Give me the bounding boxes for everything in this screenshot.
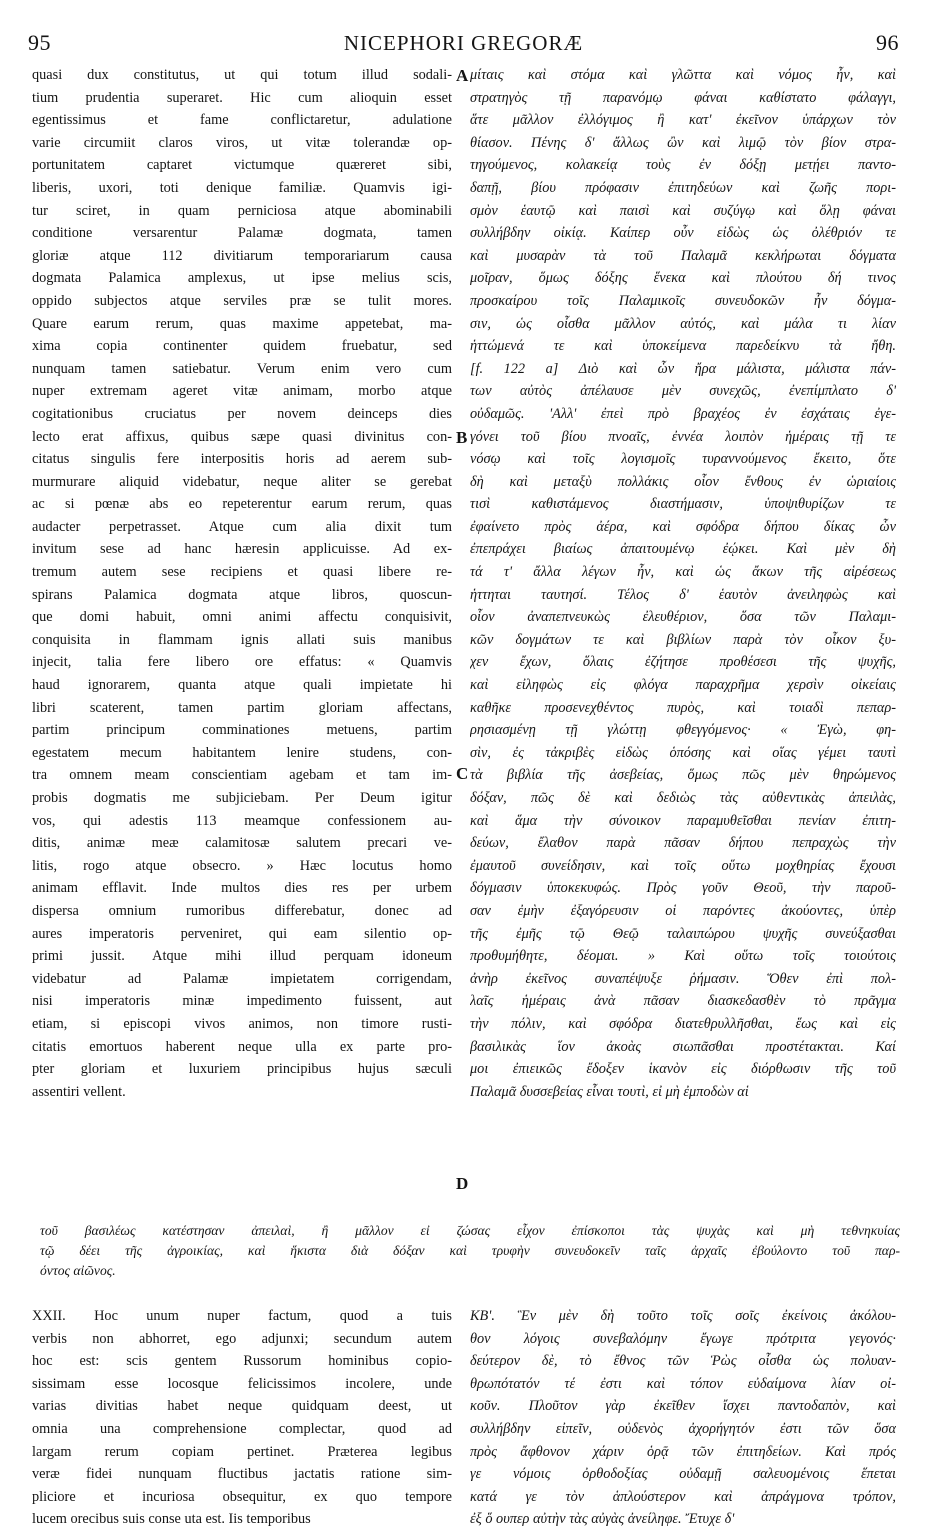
latin-text-line: sissimam esse locosque felicissimos incolere, unde bbox=[32, 1375, 452, 1392]
latin-text-line: egestatem mecum habitantem lenire studens, con- bbox=[32, 744, 452, 761]
latin-text-line: injecit, talia fere libero ore effatus: « Quamvis bbox=[32, 654, 452, 671]
latin-text-line: hoc est: scis gentem Russorum hominibus copio- bbox=[32, 1353, 452, 1370]
latin-text-line: nunquam tamen satiebatur. Verum enim vero cum bbox=[32, 360, 452, 377]
greek-text-line: σαν ἐμὴν ἐξαγόρευσιν οἱ παρόντες ἀκούοντες, ὑπὲρ bbox=[470, 902, 896, 919]
greek-text-line: ἅτε μᾶλλον ἐλλόγιμος ἢ κατ' ἐκεῖνον ὑπάρχων τὸν bbox=[470, 112, 896, 129]
latin-text-line: lucem orecibus suis conse uta est. Iis temporibus bbox=[32, 1511, 311, 1528]
greek-text-line: καὶ εἰληφὼς εἰς φλόγα παραχρῆμα χερσὶν οἰκείαις bbox=[470, 677, 896, 694]
margin-marker-d: D bbox=[456, 1174, 469, 1193]
greek-text-line: οὐδαμῶς. 'Αλλ' ἐπεὶ πρὸ βραχέος ἐν ἐσχάταις ἐγε- bbox=[470, 405, 896, 422]
greek-text-line: τά τ' ἄλλα λέγων ἦν, καὶ ὡς ἄκων τῆς αἱρέσεως bbox=[470, 564, 896, 581]
latin-text-line: XXII. Hoc unum nuper factum, quod a tuis bbox=[32, 1308, 452, 1324]
latin-text-line: nisi imperatoris minæ impedimento fuissent, aut bbox=[32, 993, 452, 1010]
greek-text-line: θον λόγοις συνεβαλόμην ἔγωγε πρότριτα γεγονός· bbox=[470, 1330, 896, 1347]
latin-text-line: probis dogmatis me subjiciebam. Per Deum igitur bbox=[32, 790, 452, 806]
greek-text-line: τηγούμενος, κολακείᾳ τοὺς ἐν δόξῃ μετῄει παντο- bbox=[470, 157, 896, 174]
greek-text-line: οἷον ἀναπεπνευκὼς ἐλευθέριον, ὅσα τῶν Παλαμι- bbox=[470, 609, 896, 626]
margin-marker-c: C bbox=[456, 764, 469, 783]
latin-text-line: libri scaterent, tamen partim gloriam affectans, bbox=[32, 699, 452, 716]
latin-text-line: tra omnem meam conscientiam agebam et tam im- bbox=[32, 767, 452, 784]
latin-text-line: vos, qui adestis 113 meamque confessionem au- bbox=[32, 812, 452, 829]
greek-text-line: ἐμαυτοῦ συνείδησιν, καὶ τοῖς οὕτω μοχθηρίας ἔχουσι bbox=[470, 857, 896, 874]
latin-column-bottom bbox=[32, 1305, 452, 1531]
greek-text-line: των αὐτὸς ἀπέλαυσε μὲν συνεχῶς, ἐνεπίμπλατο δ' bbox=[470, 383, 896, 400]
greek-text-line: κατά γε τὸν ἁπλούστερον καὶ ἀπράγμονα τρόπον, bbox=[470, 1488, 896, 1505]
greek-text-line: ἐφαίνετο πρὸς ἀέρα, καὶ σφόδρα δήπου δίκας ὧν bbox=[470, 518, 896, 535]
latin-text-line: conquisita in flammam ignis allati suis manibus bbox=[32, 631, 452, 648]
greek-text-line: ἐπεπράχει βιαίως ἀπαιτουμένῳ ἐῴκει. Καὶ μὲν δὴ bbox=[470, 541, 896, 558]
latin-text-line: largam rerum copiam pertinet. Præterea legibus bbox=[32, 1443, 452, 1460]
greek-text-line: ἀνὴρ ἐκεῖνος συναπέψυξε ῥήμασιν. Ὅθεν ἐπὶ πολ- bbox=[470, 970, 896, 987]
greek-text-line: νόσῳ καὶ τοῖς λογισμοῖς τυραννούμενος ἔκειτο, ὅτε bbox=[470, 451, 896, 468]
page-header bbox=[28, 28, 899, 58]
latin-text-line: xima copia continenter quidem fruebatur, sed bbox=[32, 338, 452, 355]
greek-column-bottom bbox=[470, 1305, 896, 1531]
latin-text-line: litis, rogo atque obsecro. » Hæc locutus homo bbox=[32, 857, 452, 874]
greek-text-line: ΚΒ'. Ἓν μὲν δὴ τοῦτο τοῖς σοῖς ἐκείνοις ἀκόλου- bbox=[470, 1308, 896, 1324]
latin-text-line: pter gloriam et luxuriem principibus hujus sæculi bbox=[32, 1061, 452, 1078]
latin-column-top bbox=[32, 64, 452, 1103]
greek-text-line: μίταις καὶ στόμα καὶ γλῶττα καὶ νόμος ἦν, καὶ bbox=[470, 67, 896, 83]
greek-text-line: στρατηγὸς τῇ παρανόμῳ φάναι καθίστατο φάλαγγι, bbox=[470, 89, 896, 106]
left-page-number: 95 bbox=[28, 30, 51, 55]
greek-text-line: ρησιασμένῃ τῇ γλώττῃ φθεγγόμενος· « Ἐγὼ, φη- bbox=[470, 722, 896, 739]
greek-text-line: θρωπότατόν τέ ἐστι καὶ τόπον εὐδαίμονα λίαν οἰ- bbox=[470, 1375, 896, 1392]
latin-text-line: ac si pœnæ abs eo repeterentur earum rerum, quas bbox=[32, 496, 452, 513]
latin-text-line: dogmata Palamica amplexus, ut ipse melius scis, bbox=[32, 270, 452, 287]
latin-text-line: partim principum comminationes metuens, partim bbox=[32, 722, 452, 739]
greek-text-line: μοῖραν, ὅμως δόξης ἕνεκα καὶ πλούτου δή τινος bbox=[470, 270, 896, 287]
running-title: NICEPHORI GREGORÆ bbox=[343, 30, 584, 55]
greek-text-line: ἡττηται ταυτησί. Τέλος δ' ἑαυτὸν ἀνειληφὼς καὶ bbox=[470, 586, 896, 603]
greek-text-line: Παλαμᾶ δυσσεβείας εἶναι τουτὶ, εἰ μὴ ἐμποδὼν αἱ bbox=[470, 1083, 749, 1100]
greek-text-line: όντος αἰῶνος. bbox=[40, 1263, 116, 1278]
margin-marker-a: A bbox=[456, 66, 469, 85]
latin-text-line: spirans Palamica dogmata atque libros, quoscun- bbox=[32, 586, 452, 603]
greek-text-line: λαῖς ἡμέραις ἀνὰ πᾶσαν διασκεδασθὲν τὸ πρᾶγμα bbox=[470, 993, 896, 1010]
greek-full-width-continuation bbox=[40, 1221, 900, 1281]
greek-text-line: ἐξ ὅ ουπερ αὐτὴν τὰς αὐγὰς ἀνείληφε. Ἔτυχε δ' bbox=[470, 1511, 735, 1528]
greek-text-line: δαπῇ, βίου πρόφασιν ἐπιτηδεύων καὶ ζωῆς πορι- bbox=[470, 179, 896, 196]
greek-text-line: συλλήβδην εἰπεῖν, οὐδενὸς ἀχορήγητόν ἐστι τῶν ὅσα bbox=[470, 1420, 896, 1437]
latin-text-line: que domi habuit, omni animi affectu conquisivit, bbox=[32, 609, 452, 626]
latin-text-line: aures imperatoris perveniret, qui eam silentio op- bbox=[32, 925, 452, 942]
greek-text-line: τὴν πόλιν, καὶ σφόδρα διατεθρυλλῆσθαι, ἕως καὶ εἰς bbox=[470, 1015, 896, 1032]
latin-text-line: haud ignorarem, quanta atque quali impietate hi bbox=[32, 677, 452, 694]
latin-text-line: ditis, animæ meæ calamitosæ salutem precari ve- bbox=[32, 835, 452, 852]
latin-text-line: tium prudentia superaret. Hic cum alioquin esset bbox=[32, 89, 452, 106]
latin-text-line: portunitatem captaret victumque quæreret sibi, bbox=[32, 157, 452, 174]
greek-text-line: δεύων, ἔλαθον παρὰ πᾶσαν δήπου πεπραχὼς τὴν bbox=[470, 835, 896, 852]
latin-text-line: egentissimus et fame conflictaretur, adulatione bbox=[32, 112, 452, 129]
latin-text-line: omnia una comprehensione complectar, quod ad bbox=[32, 1420, 452, 1437]
greek-text-line: δόξαν, πῶς δὲ καὶ δεδιὼς τὰς αὐθεντικὰς ἀπειλὰς, bbox=[470, 790, 896, 806]
greek-text-line: [f. 122 a] Διὸ καὶ ὧν ἤρα μάλιστα, μάλιστα πάν- bbox=[470, 360, 896, 377]
greek-text-line: δὴ καὶ μεταξὺ πολλάκις οἷον ἔνθους ἐν ὡριαίοις bbox=[470, 473, 896, 490]
latin-text-line: varias divitias habet neque quidquam deest, ut bbox=[32, 1398, 452, 1415]
latin-text-line: liberis, uxori, toti denique familiæ. Quamvis igi- bbox=[32, 179, 452, 196]
greek-text-line: πρὸς ἄφθονον χάριν ὁρᾷ τῶν ἐπιτηδείων. Καὶ πρός bbox=[470, 1443, 896, 1460]
latin-text-line: veræ fidei nunquam fluctibus jactatis ratione sim- bbox=[32, 1466, 452, 1483]
latin-text-line: conditione versarentur Palamæ dogmata, tamen bbox=[32, 225, 452, 242]
margin-marker-b: B bbox=[456, 428, 468, 447]
greek-text-line: θίασον. Πένης δ' ἄλλως ὢν καὶ λιμῷ τὸν βίον στρα- bbox=[470, 134, 896, 151]
greek-text-line: προσκαίρου τοῖς Παλαμικοῖς συνευδοκῶν ἦν δόγμα- bbox=[470, 292, 896, 309]
greek-text-line: τισὶ καθιστάμενος διαστήμασιν, ὑποψιθυρίζων τε bbox=[470, 496, 896, 513]
greek-text-line: δόγμασιν ὑποκεκυφώς. Πρὸς γοῦν Θεοῦ, τὴν παροῦ- bbox=[470, 880, 896, 897]
latin-text-line: pliciore et incuriosa obsequitur, ex quo tempore bbox=[32, 1488, 452, 1505]
latin-text-line: lecto erat affixus, quibus sæpe quasi divinitus con- bbox=[32, 428, 452, 445]
greek-text-line: τῷ δέει τῆς ἀγροικίας, καὶ ἥκιστα διὰ δόξαν καὶ τρυφὴν συνευδοκεῖν ταῖς ἀρχαῖς ἐβούλοντο τοῦ παρ- bbox=[40, 1243, 900, 1258]
greek-text-line: χεν ἔχων, ὅλαις ἐζήτησε προθέσεσι τῆς ψυχῆς, bbox=[470, 654, 896, 671]
greek-text-line: γε νόμοις ὀρθοδοξίας οὐδαμῇ σαλευομένοις ἕπεται bbox=[470, 1466, 896, 1483]
latin-text-line: audacter perpetrasset. Atque cum alia dixit tum bbox=[32, 518, 452, 535]
greek-text-line: γόνει τοῦ βίου πνοαῖς, ἐννέα λοιπὸν ἡμέραις τῇ τε bbox=[470, 428, 896, 445]
latin-text-line: animam efflavit. Inde multos dies res per urbem bbox=[32, 880, 452, 897]
greek-column-top bbox=[470, 64, 896, 1103]
greek-text-line: προθυμήθητε, δέομαι. » Καὶ οὕτω τοῖς τοιούτοις bbox=[470, 948, 896, 965]
greek-text-line: σμὸν ἑαυτῷ καὶ παισὶ καὶ συζύγῳ καὶ ὅλῃ φάναι bbox=[470, 202, 896, 219]
greek-text-line: σὶν, ἐς τἀκριβὲς εἰδὼς ὁπόσης καὶ οἵας γέμει ταυτὶ bbox=[470, 744, 896, 761]
latin-text-line: videbatur ad Palamæ impietatem corrigendam, bbox=[32, 970, 452, 987]
latin-text-line: tur sciret, in quam perniciosa atque abominabili bbox=[32, 202, 452, 219]
latin-text-line: cogitationibus cruciatus per novem deinceps dies bbox=[32, 405, 452, 422]
greek-text-line: καὶ μυσαρὰν τὰ τοῦ Παλαμᾶ κεκλήρωται δόγματα bbox=[470, 247, 896, 264]
latin-text-line: assentiri vellent. bbox=[32, 1083, 126, 1100]
greek-text-line: τῆς ἐμῆς τῷ Θεῷ ταλαιπώρου ψυχῆς συνεύξασθαι bbox=[470, 925, 896, 942]
right-page-number: 96 bbox=[876, 30, 899, 55]
latin-text-line: dispersa omnium rumoribus differebatur, donec ad bbox=[32, 902, 452, 919]
greek-text-line: δεύτερον δὲ, τὸ ἔθνος τῶν Ῥὼς οἶσθα ὡς πολυαν- bbox=[470, 1353, 896, 1370]
latin-text-line: murmurare aliquid videbatur, neque aliter se gerebat bbox=[32, 473, 452, 490]
latin-text-line: primi jussit. Atque mihi illud perquam idoneum bbox=[32, 948, 452, 965]
latin-text-line: Quare earum rerum, quas maxime appetebat, ma- bbox=[32, 315, 452, 332]
greek-text-line: βασιλικὰς ἵον ἀκοὰς σιωπᾶσθαι προστέτακται. Καί bbox=[470, 1038, 896, 1055]
latin-text-line: oppido subjectos atque serviles præ se tulit mores. bbox=[32, 292, 452, 309]
latin-text-line: invitum sese ad hanc hæresin applicuisse. Ad ex- bbox=[32, 541, 452, 558]
greek-text-line: καὶ ἅμα τὴν σύνοικον παραμυθεῖσθαι πενίαν ἐπιτη- bbox=[470, 812, 896, 829]
latin-text-line: varie circumiit claros viros, ut vitæ tolerandæ op- bbox=[32, 134, 452, 151]
latin-text-line: tremum autem sese recipiens et quasi libere re- bbox=[32, 564, 452, 581]
latin-text-line: nuper extremam ageret vitæ animam, morbo atque bbox=[32, 383, 452, 400]
latin-text-line: citatus singulis fere interpositis horis ad aerem sub- bbox=[32, 451, 452, 468]
greek-text-line: μοι ἐπιεικῶς ἔδοξεν ἱκανὸν εἰς διόρθωσιν τῆς τοῦ bbox=[470, 1061, 896, 1078]
greek-text-line: κῶν δογμάτων τε καὶ βιβλίων παρὰ τὸν οἶκον ξυ- bbox=[470, 631, 896, 648]
greek-text-line: τοῦ βασιλέως κατέστησαν ἀπειλαὶ, ἢ μᾶλλον εἰ ζώσας εἶχον ἐπίσκοποι τὰς ψυχὰς καὶ μὴ τεθνηκυίας bbox=[40, 1223, 900, 1238]
latin-text-line: verbis non abhorret, ego adjunxi; secundum autem bbox=[32, 1330, 452, 1347]
greek-text-line: κοῦν. Πλοῦτον γὰρ ἐκεῖθεν ἴσχει παντοδαπὸν, καὶ bbox=[470, 1398, 896, 1415]
greek-text-line: καθῆκε προσενεχθέντος πυρὸς, καὶ τοιαδὶ πεπαρ- bbox=[470, 699, 896, 716]
latin-text-line: etiam, si episcopi vivos animos, non timore rusti- bbox=[32, 1015, 452, 1032]
latin-text-line: gloriæ atque 112 divitiarum temporariarum causa bbox=[32, 247, 452, 264]
greek-text-line: σιν, ὡς οἶσθα μᾶλλον αὐτός, καὶ μάλα τι λίαν bbox=[470, 315, 896, 332]
greek-text-line: συλλήβδην οἰκίᾳ. Καίπερ οὖν εἰδὼς ὡς ὀλέθριόν τε bbox=[470, 225, 896, 242]
greek-text-line: ἡττώμενά τε καὶ ὑποκείμενα παρεδείκνυ τὰ ἤθη. bbox=[470, 338, 896, 355]
greek-text-line: τὰ βιβλία τῆς ἀσεβείας, ὅμως πῶς μὲν θηρώμενος bbox=[470, 767, 896, 784]
latin-text-line: citatis emortuos haberent neque ulla ex parte pro- bbox=[32, 1038, 452, 1055]
latin-text-line: quasi dux constitutus, ut qui totum illud sodali- bbox=[32, 67, 452, 83]
